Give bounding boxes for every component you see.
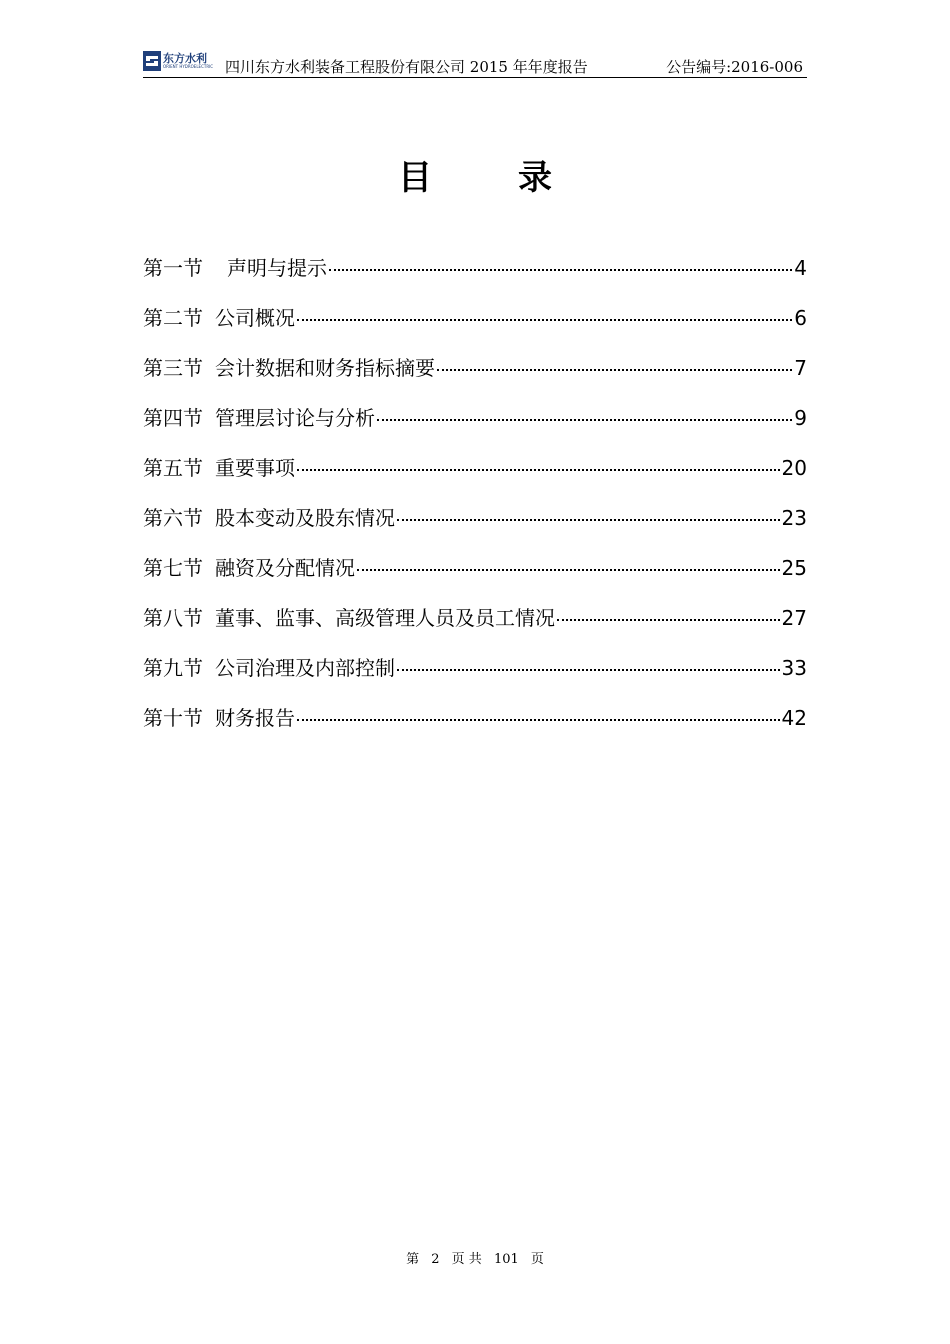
footer-middle: 页 共 [451,1252,482,1267]
toc-dot-leader [297,319,792,321]
toc-section-name: 声明与提示 [227,256,327,280]
toc-dot-leader [329,269,792,271]
toc-page-number: 4 [794,256,807,280]
total-page-count: 101 [493,1252,519,1267]
footer-suffix: 页 [530,1252,544,1267]
toc-section-number: 第九节 [143,656,203,680]
logo-mark-icon [143,51,161,71]
toc-entry[interactable] [143,502,807,552]
toc-dot-leader [437,369,792,371]
toc-section-name: 公司治理及内部控制 [215,656,395,680]
notice-code: 公告编号:2016-006 [666,58,803,76]
toc-dot-leader [557,619,780,621]
toc-dot-leader [397,669,780,671]
toc-section-name: 董事、监事、高级管理人员及员工情况 [215,606,555,630]
toc-page-number: 9 [794,406,807,430]
table-of-contents [143,252,807,752]
toc-page-number: 42 [781,706,807,730]
toc-section-name: 融资及分配情况 [215,556,355,580]
toc-entry[interactable] [143,352,807,402]
toc-page-number: 33 [781,656,807,680]
toc-section-number: 第二节 [143,306,203,330]
logo-brand-en: ORIENT HYDROELECTRIC [163,64,214,69]
toc-section-name: 重要事项 [215,456,295,480]
toc-page-number: 6 [794,306,807,330]
toc-section-number: 第四节 [143,406,203,430]
report-title: 四川东方水利装备工程股份有限公司 2015 年年度报告 [225,58,588,76]
toc-heading: 目录 [398,158,638,198]
toc-section-number: 第十节 [143,706,203,730]
toc-dot-leader [357,569,780,571]
toc-section-number: 第五节 [143,456,203,480]
toc-section-number: 第八节 [143,606,203,630]
toc-dot-leader [297,719,780,721]
toc-dot-leader [297,469,780,471]
toc-section-name: 公司概况 [215,306,295,330]
toc-section-number: 第三节 [143,356,203,380]
toc-entry[interactable] [143,402,807,452]
toc-entry[interactable] [143,302,807,352]
toc-section-number: 第一节 [143,256,203,280]
toc-page-number: 25 [781,556,807,580]
toc-section-number: 第七节 [143,556,203,580]
toc-page-number: 20 [781,456,807,480]
toc-entry[interactable] [143,252,807,302]
company-logo [143,50,217,72]
toc-dot-leader [397,519,780,521]
toc-section-name: 管理层讨论与分析 [215,406,375,430]
page-footer [0,1248,950,1267]
toc-page-number: 23 [781,506,807,530]
toc-entry[interactable] [143,702,807,752]
page-header [143,47,807,78]
current-page-number: 2 [431,1252,440,1267]
toc-section-name: 股本变动及股东情况 [215,506,395,530]
toc-section-name: 会计数据和财务指标摘要 [215,356,435,380]
footer-prefix: 第 [406,1252,420,1267]
toc-entry[interactable] [143,452,807,502]
toc-entry[interactable] [143,652,807,702]
logo-brand-cn: 东方水利 [163,52,207,65]
toc-section-name: 财务报告 [215,706,295,730]
toc-entry[interactable] [143,552,807,602]
toc-entry[interactable] [143,602,807,652]
toc-dot-leader [377,419,792,421]
toc-page-number: 27 [781,606,807,630]
toc-section-number: 第六节 [143,506,203,530]
toc-page-number: 7 [794,356,807,380]
